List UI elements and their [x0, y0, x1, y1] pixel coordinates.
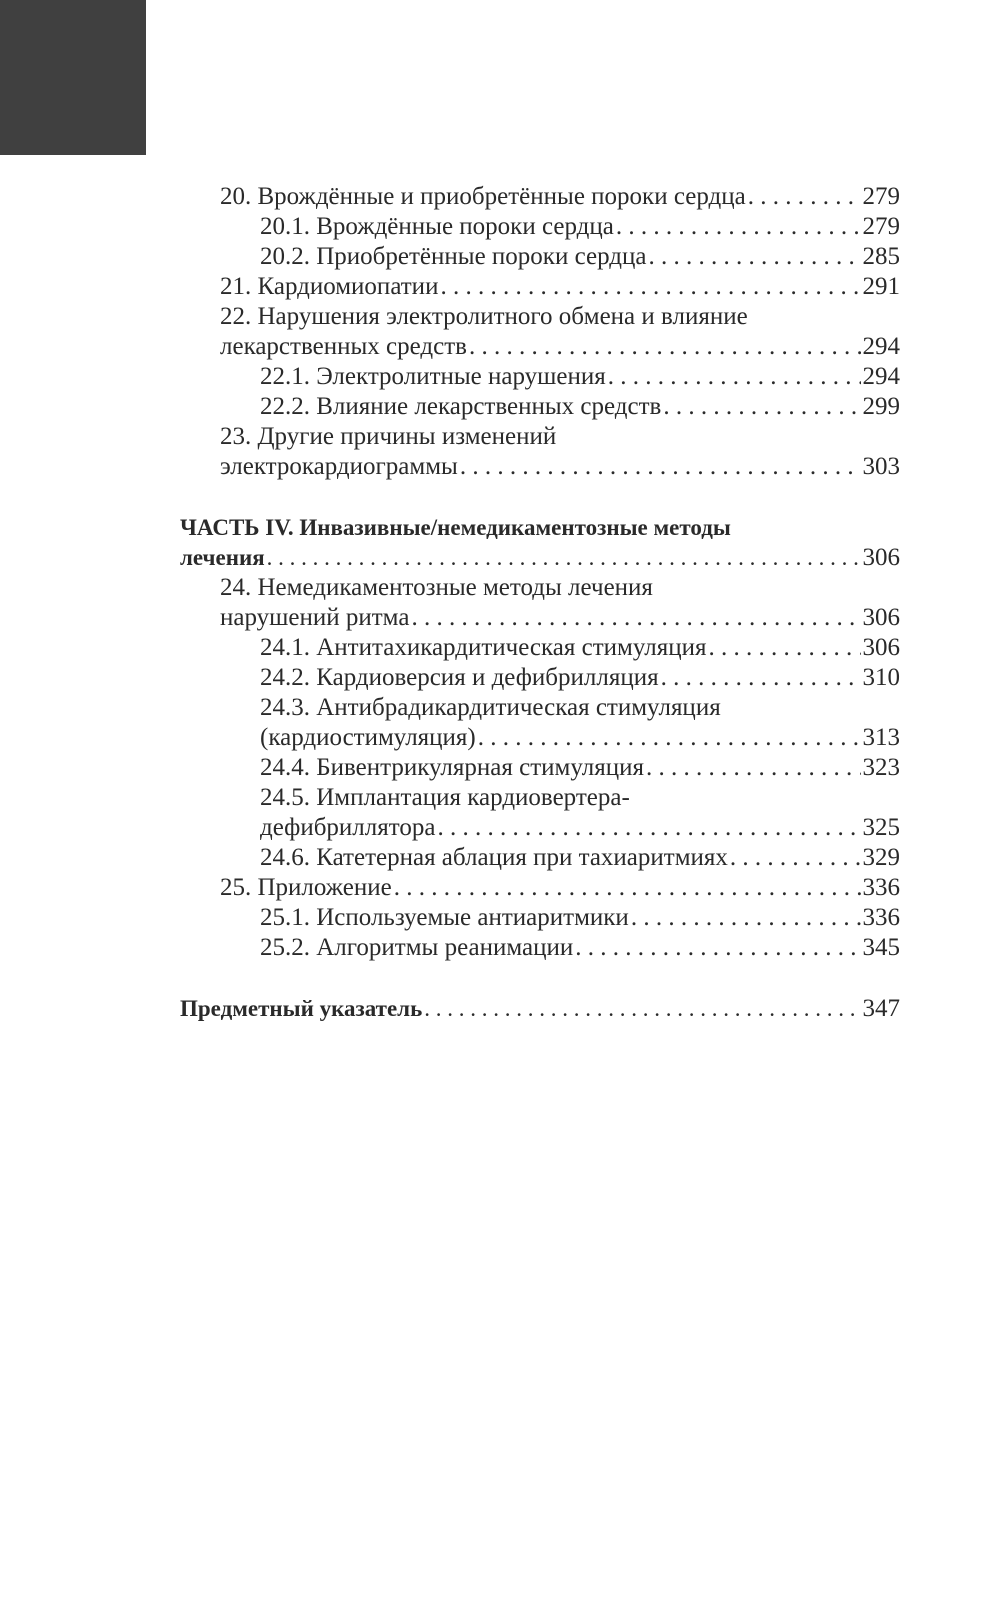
toc-entry-title: (кардиостимуляция)	[260, 724, 476, 751]
dot-leader	[394, 873, 861, 903]
toc-part-title: ЧАСТЬ IV. Инвазивные/немедикаментозные методы	[180, 515, 731, 540]
section-spacer	[180, 482, 900, 513]
dot-leader	[646, 753, 861, 783]
toc-entry-title: 24.1. Антитахикардитическая стимуляция	[260, 634, 707, 661]
toc-page-number: 329	[862, 844, 900, 871]
toc-entry-title: 24.5. Имплантация кардиовертера-	[260, 784, 630, 811]
toc-page-number: 310	[862, 664, 900, 691]
toc-page-number: 306	[862, 604, 900, 631]
toc-page-number: 303	[862, 453, 900, 480]
dot-leader	[267, 543, 861, 573]
toc-entry-title: 20. Врождённые и приобретённые пороки сердца	[220, 183, 746, 210]
toc-entry-24-5-title-line1[interactable]	[180, 783, 900, 813]
toc-entry-24-3[interactable]	[180, 723, 900, 753]
toc-page-number: 279	[862, 183, 900, 210]
toc-entry-25-2[interactable]	[180, 933, 900, 963]
toc-entry-title: 24.4. Бивентрикулярная стимуляция	[260, 754, 644, 781]
toc-page-number: 294	[862, 363, 900, 390]
toc-entry-title: 24.2. Кардиоверсия и дефибрилляция	[260, 664, 659, 691]
toc-entry-22[interactable]	[180, 332, 900, 362]
dot-leader	[460, 452, 861, 482]
corner-tab-block	[0, 0, 146, 155]
toc-part-title: Предметный указатель	[180, 996, 423, 1021]
toc-entry-title: 23. Другие причины изменений	[220, 423, 557, 450]
toc-page-number: 306	[862, 544, 900, 571]
dot-leader	[661, 663, 861, 693]
toc-entry-24-3-title-line1[interactable]	[180, 693, 900, 723]
dot-leader	[424, 994, 860, 1024]
toc-entry-22-1[interactable]	[180, 362, 900, 392]
toc-entry-title: 25. Приложение	[220, 874, 392, 901]
toc-entry-24-title-line1[interactable]	[180, 573, 900, 603]
toc-part-4[interactable]	[180, 543, 900, 573]
toc-page-number: 294	[862, 333, 900, 360]
toc-entry-20-1[interactable]	[180, 212, 900, 242]
toc-entry-24[interactable]	[180, 603, 900, 633]
toc-page-number: 306	[862, 634, 900, 661]
toc-entry-title: 22.1. Электролитные нарушения	[260, 363, 606, 390]
dot-leader	[708, 633, 860, 663]
table-of-contents	[180, 182, 900, 1024]
dot-leader	[648, 242, 860, 272]
toc-part-title: лечения	[180, 545, 265, 570]
toc-entry-24-5[interactable]	[180, 813, 900, 843]
toc-entry-23[interactable]	[180, 452, 900, 482]
toc-page-number: 345	[862, 934, 900, 961]
dot-leader	[469, 332, 861, 362]
dot-leader	[616, 212, 861, 242]
toc-page-number: 336	[862, 874, 900, 901]
toc-page-number: 347	[862, 995, 900, 1022]
toc-entry-title: лекарственных средств	[220, 333, 467, 360]
toc-page-number: 325	[862, 814, 900, 841]
dot-leader	[478, 723, 861, 753]
toc-entry-22-title-line1[interactable]	[180, 302, 900, 332]
toc-entry-title: электрокардиограммы	[220, 453, 458, 480]
toc-page-number: 285	[862, 243, 900, 270]
toc-entry-title: 21. Кардиомиопатии	[220, 273, 439, 300]
toc-entry-24-1[interactable]	[180, 633, 900, 663]
dot-leader	[631, 903, 861, 933]
toc-entry-title: дефибриллятора	[260, 814, 436, 841]
toc-page-number: 299	[862, 393, 900, 420]
toc-entry-20-2[interactable]	[180, 242, 900, 272]
toc-entry-title: 20.1. Врождённые пороки сердца	[260, 213, 614, 240]
toc-page-number: 291	[862, 273, 900, 300]
dot-leader	[575, 933, 860, 963]
dot-leader	[730, 843, 861, 873]
toc-entry-title: 25.2. Алгоритмы реанимации	[260, 934, 574, 961]
dot-leader	[437, 813, 860, 843]
toc-entry-22-2[interactable]	[180, 392, 900, 422]
toc-entry-24-4[interactable]	[180, 753, 900, 783]
section-spacer	[180, 963, 900, 994]
toc-page-number: 323	[862, 754, 900, 781]
toc-entry-24-2[interactable]	[180, 663, 900, 693]
toc-entry-21[interactable]	[180, 272, 900, 302]
dot-leader	[440, 272, 860, 302]
dot-leader	[748, 182, 861, 212]
toc-page-number: 279	[862, 213, 900, 240]
toc-page-number: 336	[862, 904, 900, 931]
toc-entry-24-6[interactable]	[180, 843, 900, 873]
toc-entry-23-title-line1[interactable]	[180, 422, 900, 452]
toc-entry-title: нарушений ритма	[220, 604, 410, 631]
dot-leader	[663, 392, 860, 422]
toc-entry-title: 22.2. Влияние лекарственных средств	[260, 393, 662, 420]
toc-part-4-title-line1[interactable]	[180, 513, 900, 543]
toc-entry-25-1[interactable]	[180, 903, 900, 933]
dot-leader	[411, 603, 860, 633]
dot-leader	[608, 362, 861, 392]
toc-entry-title: 20.2. Приобретённые пороки сердца	[260, 243, 647, 270]
toc-page-number: 313	[862, 724, 900, 751]
toc-entry-title: 24.3. Антибрадикардитическая стимуляция	[260, 694, 721, 721]
toc-entry-title: 24.6. Катетерная аблация при тахиаритмиях	[260, 844, 728, 871]
toc-entry-title: 25.1. Используемые антиаритмики	[260, 904, 629, 931]
toc-entry-20[interactable]	[180, 182, 900, 212]
toc-subject-index[interactable]	[180, 994, 900, 1024]
toc-entry-25[interactable]	[180, 873, 900, 903]
toc-entry-title: 24. Немедикаментозные методы лечения	[220, 574, 653, 601]
toc-entry-title: 22. Нарушения электролитного обмена и влияние	[220, 303, 748, 330]
